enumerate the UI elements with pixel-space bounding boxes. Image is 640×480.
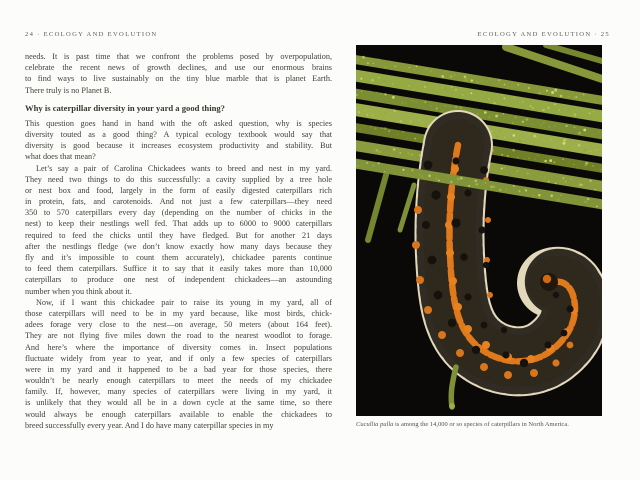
text-line: diversity touted as a good thing? A typical ecology textbook would say that	[25, 129, 332, 139]
text-line: adees forage very close to the nest—on average, 50 meters (about 164 feet).	[25, 320, 332, 330]
text-line: were in my yard and it happened to be a bad year for those species, there	[25, 364, 332, 374]
text-line: This question goes hand in hand with the oft asked question, why is species	[25, 118, 332, 128]
text-line: fluctuate widely from year to year, and if only a few species of caterpillars	[25, 353, 332, 363]
caterpillar-photo	[356, 45, 602, 416]
text-line: diversity is good because it increases ecosystem productivity and stability. But	[25, 141, 332, 151]
text-line: would always be enough caterpillars available to enable the chickadees to	[25, 409, 332, 419]
text-line: after the nestlings fledge (we don’t know exactly how many days because they	[25, 241, 332, 251]
text-line: Let’s say a pair of Carolina Chickadees wants to breed and nest in my yard.	[36, 163, 332, 173]
caterpillar-head	[540, 273, 558, 291]
text-line: celebrate the recent news of growth declines, and use our enormous brains	[25, 63, 332, 73]
text-line: They are not flying five miles down the road to the nearest woodlot to forage.	[25, 331, 332, 341]
figure-caption	[356, 421, 608, 430]
text-line: needs. It is past time that we confront the problems posed by overpopulation,	[25, 52, 332, 61]
text-line: They need two things to do this successfully: a cavity supplied by a tree hole	[25, 174, 332, 184]
text-line: to find ways to live sustainably on the tiny blue marble that is planet Earth.	[25, 74, 332, 84]
left-page-text	[25, 51, 332, 431]
text-line: in protein, fats, and carotenoids. And not just a few caterpillars—they need	[25, 197, 332, 207]
text-line: required to feed the chicks until they have fledged. But for another 21 days	[25, 230, 332, 240]
text-line: to feed them caterpillars. Suffice it to say that it easily takes more than 10,000	[25, 264, 332, 274]
text-line: nest) to keep their nestlings well fed. That adds up to 6000 to 9000 caterpillars	[25, 219, 332, 229]
text-line: breed successfully every year. And I do have many caterpillar species in my	[25, 420, 274, 430]
text-line: Now, if I want this chickadee pair to raise its young in my yard, all of	[36, 297, 332, 307]
text-line: 350 to 570 caterpillars every day (depending on the number of chicks in the	[25, 208, 332, 218]
section-heading: Why is caterpillar diversity in your yard a good thing?	[25, 103, 225, 114]
paragraph	[25, 118, 332, 163]
paragraph	[25, 297, 332, 431]
text-line: fly and it’s impossible to count them accurately), chickadee parents continue	[25, 253, 332, 263]
text-line: caterpillars to produce one nest of independent chickadees—an astounding	[25, 275, 332, 285]
text-line: or nest box and food, largely in the form of easily digested caterpillars rich	[25, 185, 332, 195]
running-head-left: 24 · ECOLOGY AND EVOLUTION	[25, 31, 158, 38]
paragraph	[25, 51, 332, 96]
text-line: is unlikely that they would all be in a down cycle at the same time, so there	[25, 398, 332, 408]
text-line: those caterpillars will need to be in my yard because, like most birds, chick-	[25, 308, 332, 318]
text-line: family. If, however, many species of caterpillars were living in my yard, it	[25, 387, 332, 397]
text-line: There truly is no Planet B.	[25, 85, 112, 95]
text-line: And here’s where the importance of diversity comes in. Insect populations	[25, 342, 332, 352]
caption-species-name: Cucullia pulla	[356, 421, 394, 428]
text-line: number when you think about it.	[25, 286, 132, 296]
running-head-right: ECOLOGY AND EVOLUTION · 25	[477, 31, 610, 38]
text-line: wouldn’t be nearly enough caterpillars to meet the needs of my chickadee	[25, 376, 332, 386]
text-line: what does that mean?	[25, 152, 96, 162]
paragraph	[25, 163, 332, 297]
caption-text: is among the 14,000 or so species of caterpillars in North America.	[393, 421, 569, 428]
